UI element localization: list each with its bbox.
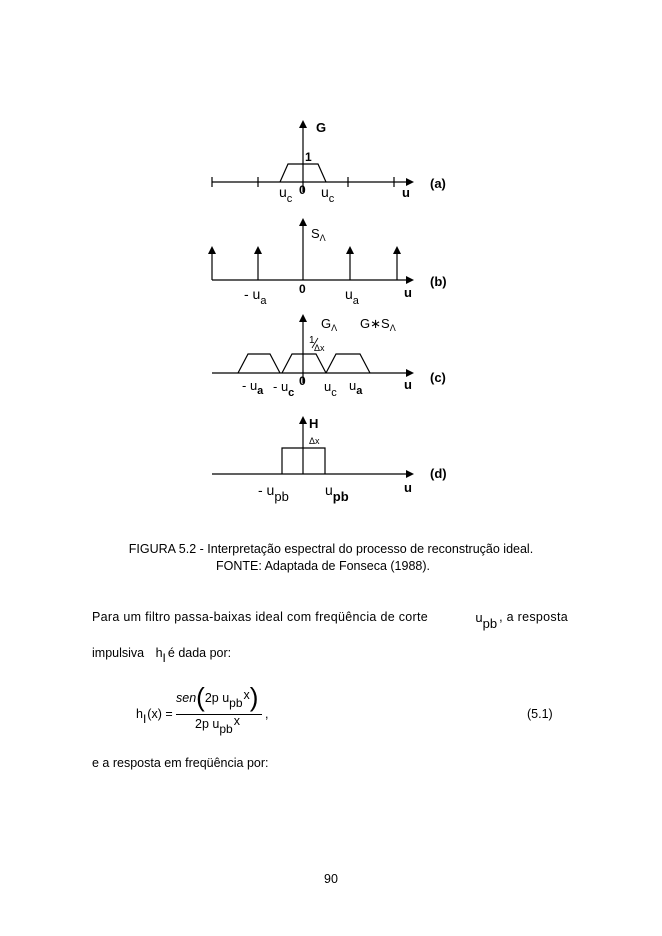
panel-d-upb-right: upb — [325, 482, 349, 504]
panel-c-axis-y-label-1: $G_\Lambda$ — [321, 316, 338, 333]
page-number: 90 — [324, 872, 338, 886]
equation-comma: , — [265, 707, 269, 721]
panel-a-tag: (a) — [430, 176, 446, 191]
fraction-bar — [176, 714, 262, 715]
panel-c-uc-left: - $u_c$ — [273, 379, 295, 399]
panel-a-uc-left: $u_c$ — [279, 184, 293, 205]
panel-b-axis-y-label: $S_\Lambda$ — [311, 226, 326, 243]
paragraph-1-var: upb — [475, 610, 498, 631]
paragraph-1-text: Para um filtro passa-baixas ideal com freqüência de corte — [92, 610, 429, 624]
panel-b-ua-left: - $u_a$ — [244, 286, 267, 307]
paragraph-1-tail: , a resposta — [499, 610, 568, 624]
panel-b-tag: (b) — [430, 274, 447, 289]
equation-denominator: 2p upbx — [195, 714, 240, 736]
panel-c-ua-right: $u_a$ — [349, 378, 363, 397]
panel-c-height-den: Δx — [314, 343, 325, 353]
paragraph-3: e a resposta em freqüência por: — [92, 756, 269, 770]
panel-c-trapezoid — [238, 354, 280, 373]
panel-b-ua-right: $u_a$ — [345, 286, 359, 307]
figure-caption-line1: FIGURA 5.2 - Interpretação espectral do processo de reconstrução ideal. — [128, 542, 534, 556]
panel-d-axis-y-label: H — [309, 416, 319, 431]
panel-b-zero: 0 — [299, 282, 306, 296]
panel-c-height-num: 1 — [309, 335, 315, 346]
panel-b-axis-x-label: u — [404, 285, 412, 300]
equation-number: (5.1) — [527, 707, 553, 721]
panel-d-height-label: Δx — [309, 436, 320, 446]
equation-numerator: sen(2p upbx) — [176, 682, 259, 712]
equation-lhs: hI(x) = — [136, 707, 173, 726]
panel-c-axis-y-label-2: $G∗S_\Lambda$ — [360, 316, 396, 333]
panel-c-tag: (c) — [430, 370, 446, 385]
panel-c-uc-right: $u_c$ — [324, 379, 337, 399]
panel-d-tag: (d) — [430, 466, 447, 481]
figure-caption-source: FONTE: Adaptada de Fonseca (1988). — [215, 559, 430, 573]
panel-a-uc-right: $u_c$ — [321, 184, 335, 205]
paragraph-2: impulsiva hI é dada por: — [92, 646, 232, 665]
panel-c-ua-left: - $u_a$ — [242, 378, 264, 397]
panel-d-upb-left: - upb — [258, 482, 289, 504]
panel-a-height-label: 1 — [305, 150, 312, 164]
panel-c-trapezoid — [326, 354, 370, 373]
panel-c-zero: 0 — [299, 374, 306, 388]
panel-a-axis-y-label: G — [316, 120, 327, 135]
panel-c-trapezoid — [282, 354, 326, 373]
panel-a-zero: 0 — [299, 183, 306, 197]
panel-a-axis-x-label: u — [402, 185, 410, 200]
panel-d-axis-x-label: u — [404, 480, 412, 495]
panel-c-axis-x-label: u — [404, 377, 412, 392]
paragraph-1 — [92, 610, 568, 631]
paragraph-2-var: hI — [155, 646, 166, 665]
